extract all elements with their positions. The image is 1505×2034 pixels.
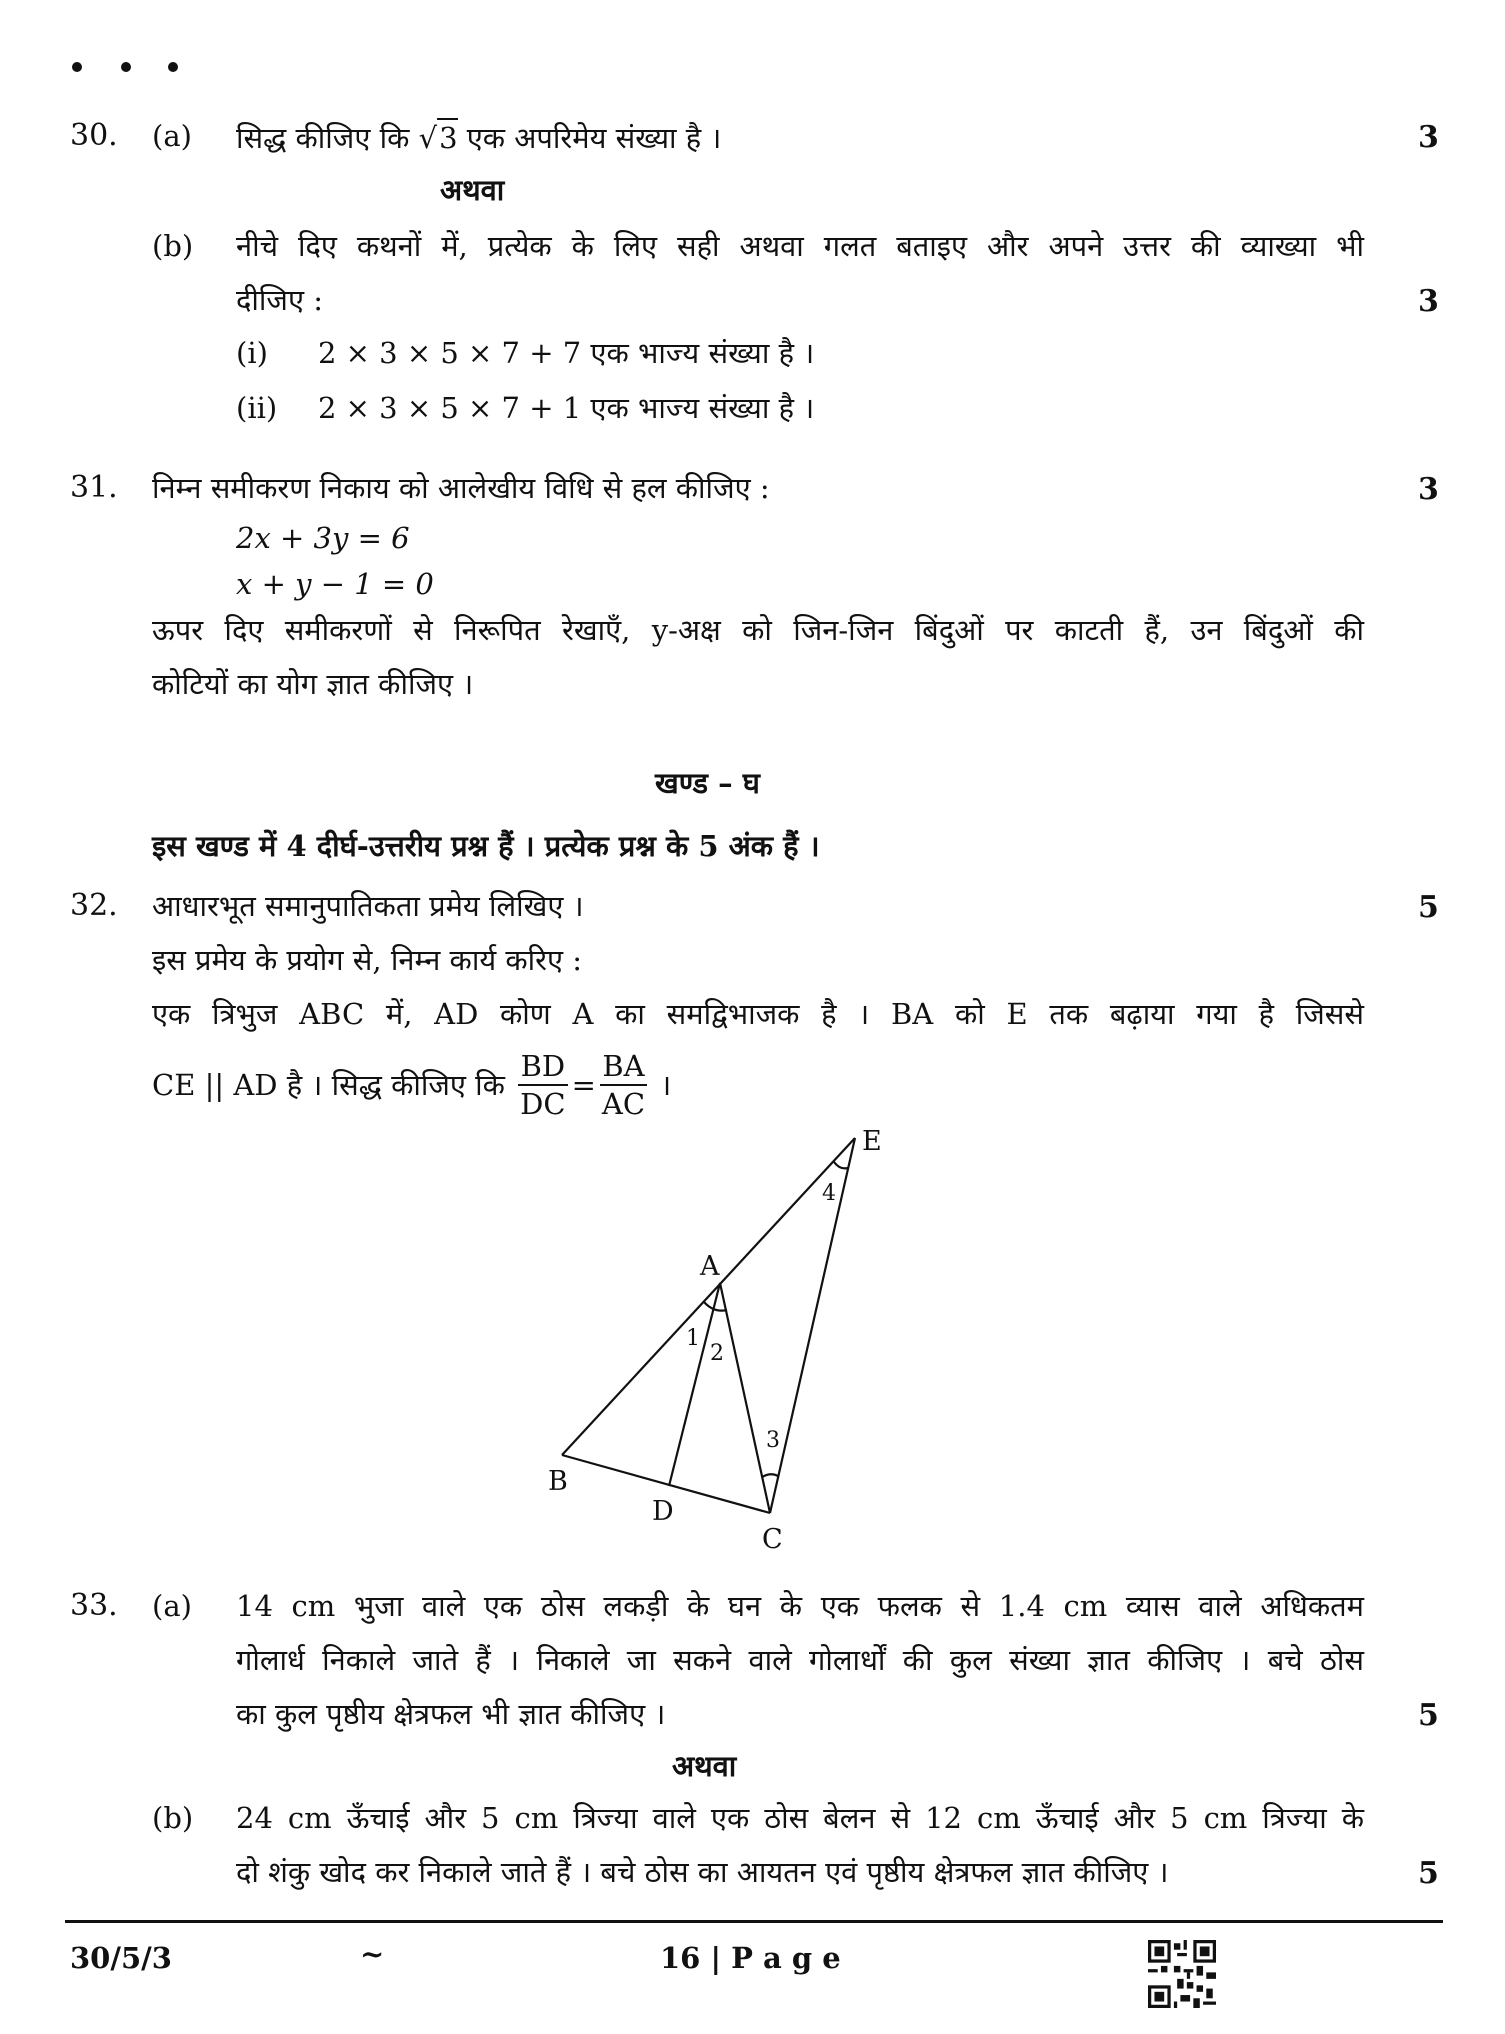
marks: 3 bbox=[1418, 472, 1439, 507]
q31-line1: ऊपर दिए समीकरणों से निरूपित रेखाएँ, y-अक्ष को जिन-जिन बिंदुओं पर काटती हैं, उन बिंदुओं की bbox=[152, 613, 1364, 647]
option-label: (a) bbox=[152, 119, 192, 153]
marks: 3 bbox=[1418, 120, 1439, 155]
question-number: 33. bbox=[70, 1588, 118, 1623]
label-c: C bbox=[762, 1524, 783, 1555]
angle-label-4: 4 bbox=[822, 1181, 836, 1206]
marks: 3 bbox=[1418, 284, 1439, 319]
option-label: (a) bbox=[152, 1589, 192, 1623]
q33a-line1: 14 cm भुजा वाले एक ठोस लकड़ी के घन के एक फलक से 1.4 cm व्यास वाले अधिकतम bbox=[236, 1589, 1364, 1623]
equals-sign: = bbox=[571, 1068, 596, 1103]
line-be bbox=[562, 1138, 855, 1455]
marks: 5 bbox=[1418, 1856, 1439, 1891]
q33b-line2: दो शंकु खोद कर निकाले जाते हैं । बचे ठोस का आयतन एवं पृष्ठीय क्षेत्रफल ज्ञात कीजिए । bbox=[236, 1855, 1169, 1889]
qr-code-icon bbox=[1148, 1940, 1216, 2008]
q32-line1: आधारभूत समानुपातिकता प्रमेय लिखिए । bbox=[152, 889, 584, 923]
question-number: 30. bbox=[70, 118, 118, 153]
q30b-line2: दीजिए : bbox=[236, 283, 323, 317]
q32-line4-pre: CE || AD है । सिद्ध कीजिए कि bbox=[152, 1068, 505, 1103]
page-number: 16 | P a g e bbox=[660, 1941, 841, 1975]
q33a-line3: का कुल पृष्ठीय क्षेत्रफल भी ज्ञात कीजिए । bbox=[236, 1697, 666, 1731]
label-e: E bbox=[862, 1126, 882, 1157]
marks: 5 bbox=[1418, 1698, 1439, 1733]
or-label: अथवा bbox=[440, 173, 505, 207]
equation: 2x + 3y = 6 bbox=[236, 521, 410, 555]
equation: x + y − 1 = 0 bbox=[236, 567, 434, 601]
fraction-numerator: BA bbox=[600, 1048, 647, 1086]
label-b: B bbox=[548, 1466, 568, 1497]
angle-label-3: 3 bbox=[766, 1428, 780, 1453]
q31-text: निम्न समीकरण निकाय को आलेखीय विधि से हल कीजिए : bbox=[152, 471, 770, 505]
footer-tilde: ~ bbox=[360, 1937, 385, 1971]
line-ac bbox=[720, 1283, 770, 1513]
sub-label: (ii) bbox=[236, 391, 278, 425]
q30b-line1: नीचे दिए कथनों में, प्रत्येक के लिए सही अथवा गलत बताइए और अपने उत्तर की व्याख्या भी bbox=[236, 229, 1364, 263]
question-number: 31. bbox=[70, 470, 118, 505]
q30a-text: सिद्ध कीजिए कि √3 एक अपरिमेय संख्या है । bbox=[236, 118, 721, 156]
fraction-denominator: AC bbox=[601, 1087, 646, 1122]
fraction-numerator: BD bbox=[518, 1048, 567, 1086]
sub-label: (i) bbox=[236, 336, 268, 370]
line-ec bbox=[770, 1138, 855, 1513]
q31-line2: कोटियों का योग ज्ञात कीजिए । bbox=[152, 667, 474, 701]
angle-arc-4 bbox=[834, 1162, 848, 1168]
q30a-text-pre: सिद्ध कीजिए कि bbox=[236, 121, 410, 155]
angle-arc-3 bbox=[762, 1474, 778, 1477]
option-label: (b) bbox=[152, 229, 194, 263]
fraction-denominator: DC bbox=[520, 1087, 566, 1122]
or-label: अथवा bbox=[672, 1749, 737, 1783]
label-a: A bbox=[700, 1251, 720, 1282]
q33b-line1: 24 cm ऊँचाई और 5 cm त्रिज्या वाले एक ठोस बेलन से 12 cm ऊँचाई और 5 cm त्रिज्या के bbox=[236, 1801, 1364, 1835]
q30a-text-post: एक अपरिमेय संख्या है । bbox=[466, 121, 722, 155]
line-ad bbox=[669, 1283, 720, 1486]
q32-line2: इस प्रमेय के प्रयोग से, निम्न कार्य करिए : bbox=[152, 943, 583, 977]
marks: 5 bbox=[1418, 890, 1439, 925]
angle-label-1: 1 bbox=[686, 1326, 700, 1351]
sqrt-radicand: 3 bbox=[437, 118, 457, 156]
q32-line4-post: । bbox=[660, 1068, 672, 1103]
q32-line3: एक त्रिभुज ABC में, AD कोण A का समद्विभाजक है । BA को E तक बढ़ाया गया है जिससे bbox=[152, 997, 1364, 1031]
paper-code: 30/5/3 bbox=[70, 1941, 172, 1975]
option-label: (b) bbox=[152, 1801, 194, 1835]
q30b-i-text: 2 × 3 × 5 × 7 + 7 एक भाज्य संख्या है । bbox=[318, 336, 815, 370]
section-instruction: इस खण्ड में 4 दीर्घ-उत्तरीय प्रश्न हैं । प्रत्येक प्रश्न के 5 अंक हैं । bbox=[152, 829, 820, 863]
footer-rule bbox=[65, 1920, 1443, 1923]
q33a-line2: गोलार्ध निकाले जाते हैं । निकाले जा सकने वाले गोलार्धों की कुल संख्या ज्ञात कीजिए । बचे ठोस bbox=[236, 1643, 1364, 1677]
section-title: खण्ड – घ bbox=[655, 766, 760, 800]
q30b-ii-text: 2 × 3 × 5 × 7 + 1 एक भाज्य संख्या है । bbox=[318, 391, 815, 425]
label-d: D bbox=[652, 1496, 674, 1527]
question-number: 32. bbox=[70, 888, 118, 923]
angle-label-2: 2 bbox=[710, 1341, 724, 1366]
